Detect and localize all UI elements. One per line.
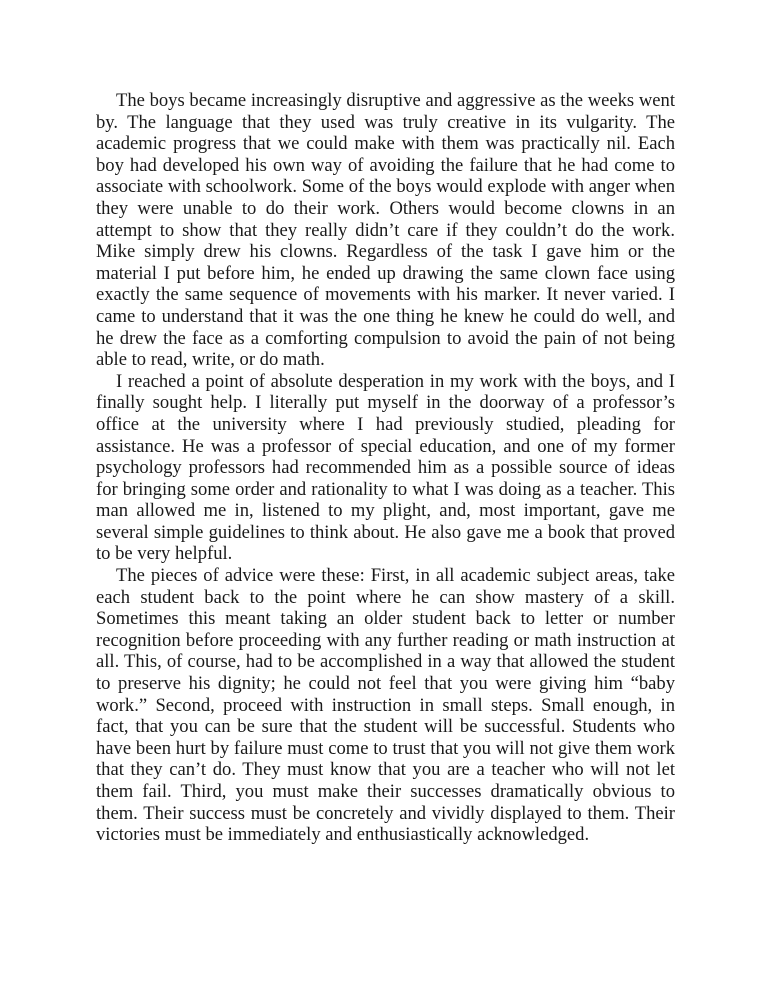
- paragraph-2: I reached a point of absolute desperation in my work with the boys, and I finally sought help. I literally put myself in the doorway of a professor’s office at the university where I had previously studied, pleading for assistance. He was a professor of special education, and one of my former psychology professors had recommended him as a possible source of ideas for bringing some order and rationality to what I was doing as a teacher. This man allowed me in, listened to my plight, and, most important, gave me several simple guidelines to think about. He also gave me a book that proved to be very helpful.: [96, 370, 675, 565]
- document-page: [96, 90, 675, 846]
- paragraph-1: The boys became increasingly disruptive and aggressive as the weeks went by. The language that they used was truly creative in its vulgarity. The academic progress that we could make with them was practically nil. Each boy had developed his own way of avoiding the failure that he had come to associate with schoolwork. Some of the boys would explode with anger when they were unable to do their work. Others would become clowns in an attempt to show that they really didn’t care if they couldn’t do the work. Mike simply drew his clowns. Regardless of the task I gave him or the material I put before him, he ended up drawing the same clown face using exactly the same sequence of movements with his marker. It never varied. I came to understand that it was the one thing he knew he could do well, and he drew the face as a comforting compulsion to avoid the pain of not being able to read, write, or do math.: [96, 90, 675, 371]
- paragraph-3: The pieces of advice were these: First, in all academic subject areas, take each student back to the point where he can show mastery of a skill. Sometimes this meant taking an older student back to letter or number recognition before proceeding with any further reading or math instruction at all. This, of course, had to be accomplished in a way that allowed the student to preserve his dignity; he could not feel that you were giving him “baby work.” Second, proceed with instruction in small steps. Small enough, in fact, that you can be sure that the student will be successful. Students who have been hurt by failure must come to trust that you will not give them work that they can’t do. They must know that you are a teacher who will not let them fail. Third, you must make their successes dramatically obvious to them. Their success must be concretely and vividly displayed to them. Their victories must be immediately and enthusiastically acknowledged.: [96, 565, 675, 846]
